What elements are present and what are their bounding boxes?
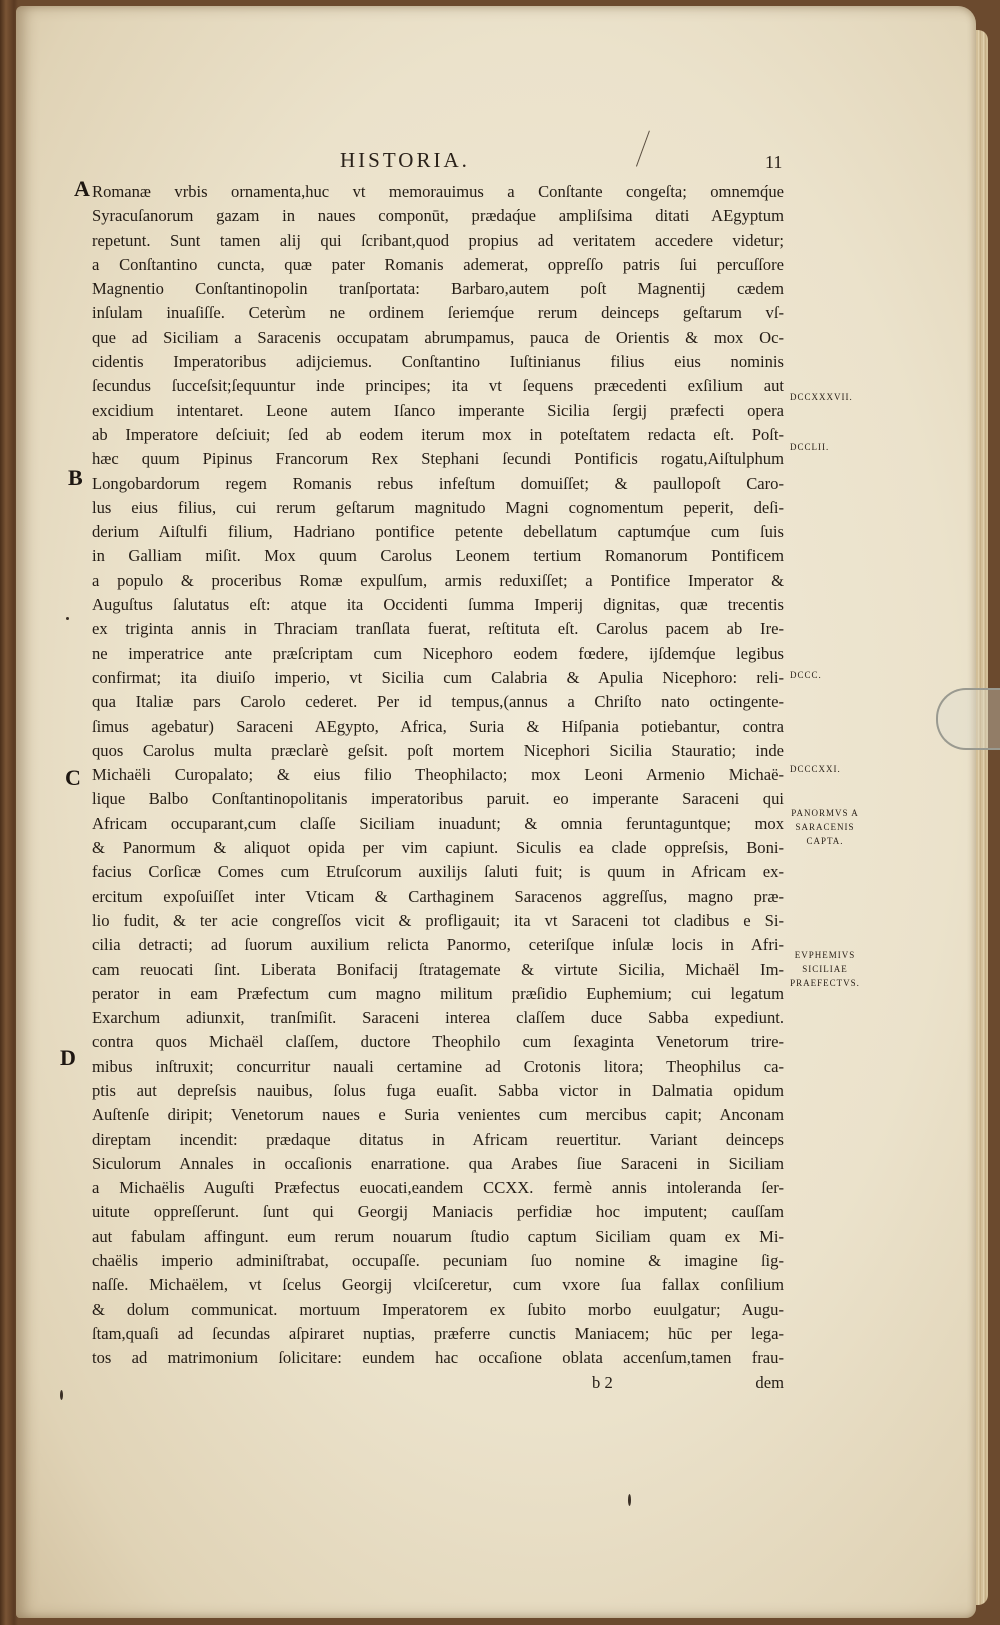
text-line: ſimus agebatur) Saraceni AEgypto, Africa, Suria & Hiſpania potiebantur, contra <box>92 716 784 736</box>
text-line: a Michaëlis Auguſti Præfectus euocati,eandem CCXX. fermè annis intoleranda ſer- <box>92 1178 784 1198</box>
text-line: ſtam,quaſi ad ſecundas aſpiraret nuptias, præferre cunctis Maniacem; hūc per lega- <box>92 1323 784 1343</box>
text-line: ſecundus ſucceſsit;ſequuntur inde principes; ita vt ſequens præcedenti exſilium aut <box>92 376 784 396</box>
text-line: ab Imperatore deſciuit; ſed ab eodem iterum mox in poteſtatem redacta eſt. Poſt- <box>92 424 784 444</box>
text-line: in Galliam miſit. Mox quum Carolus Leonem tertium Romanorum Pontificem <box>92 546 784 566</box>
text-line: Africam occuparant,cum claſſe Siciliam inuadunt; & omnia feruntaguntque; mox <box>92 813 784 833</box>
text-line: hæc quum Pipinus Francorum Rex Stephani ſecundi Pontificis rogatu,Aiſtulphum <box>92 449 784 469</box>
text-line: Longobardorum regem Romanis rebus infeſtum domuiſſet; & paullopoſt Caro- <box>92 473 784 493</box>
text-line: facius Corſicæ Comes cum Etruſcorum auxilijs ſaluti fuit; is quum in Africam ex- <box>92 862 784 882</box>
text-line: repetunt. Sunt tamen alij qui ſcribant,quod propius ad veritatem accedere videtur; <box>92 230 784 250</box>
text-line: derium Aiſtulfi filium, Hadriano pontifice petente debellatum captumq́ue cum ſuis <box>92 522 784 542</box>
margin-note-panormus: PANORMVS A SARACENIS CAPTA. <box>791 808 859 846</box>
section-mark-d: D <box>60 1045 76 1070</box>
text-line: chaëlis imperio adminiſtrabat, occupaſſe. pecuniam ſuo nomine & imagine ſig- <box>92 1251 784 1271</box>
text-line: confirmat; ita diuiſo imperio, vt Sicilia cum Calabria & Apulia Nicephoro: reli- <box>92 667 784 687</box>
text-line: Siculorum Annales in occaſionis enarratione. qua Arabes ſiue Saraceni in Siciliam <box>92 1153 784 1173</box>
text-line: & Panormum & aliquot opida per vim capiunt. Siculis ea clade oppreſsis, Boni- <box>92 838 784 858</box>
section-mark-a: A <box>74 176 90 201</box>
margin-note-euphemius: EVPHEMIVS SICILIAE PRAEFECTVS. <box>790 950 860 988</box>
text-line: Syracuſanorum gazam in naues componūt, prædaq́ue ampliſsima ditati AEgyptum <box>92 206 784 226</box>
text-line: & dolum communicat. mortuum Imperatorem ex ſubito morbo euulgatur; Augu- <box>92 1299 784 1319</box>
folio-number: 11 <box>765 152 783 172</box>
margin-note-date: DCCXXXVII. <box>790 392 853 402</box>
text-line: mibus inſtruxit; concurritur nauali certamine ad Crotonis litora; Theophilus ca- <box>92 1056 784 1076</box>
text-line: contra quos Michaël claſſem, ductore Theophilo cum ſexaginta Venetorum trire- <box>92 1032 784 1052</box>
margin-note-date: DCCLII. <box>790 442 830 452</box>
text-line: naſſe. Michaëlem, vt ſcelus Georgij vlciſceretur, cum vxore ſua fallax conſilium <box>92 1275 784 1295</box>
margin-note-date: DCCC. <box>790 670 822 680</box>
text-line: Auguſtus ſalutatus eſt: atque ita Occidenti ſumma Imperij dignitas, quæ trecentis <box>92 595 784 615</box>
page-title: HISTORIA. <box>340 148 470 172</box>
text-line: Auſtenſe diripit; Venetorum naues e Suria venientes cum mercibus capit; Anconam <box>92 1105 784 1125</box>
text-line: direptam incendit: prædaque ditatus in Africam reuertitur. Variant deinceps <box>92 1129 784 1149</box>
text-line: excidium intentaret. Leone autem Iſanco imperante Sicilia ſergij præfecti opera <box>92 400 784 420</box>
text-line: qua Italiæ pars Carolo cederet. Per id tempus,(annus a Chriſto nato octingente- <box>92 692 784 712</box>
text-line: Michaëli Curopalato; & eius filio Theophilacto; mox Leoni Armenio Michaë- <box>92 765 784 785</box>
section-mark-b: B <box>68 465 83 490</box>
footer-line <box>92 1371 784 1395</box>
running-header <box>0 148 1000 178</box>
text-line: tos ad matrimonium ſolicitare: eundem hac occaſione oblata accenſum,tamen frau- <box>92 1348 784 1368</box>
text-line: a populo & proceribus Romæ expulſum, armis reduxiſſet; a Pontifice Imperator & <box>92 570 784 590</box>
text-line: a Conſtantino cuncta, quæ pater Romanis ademerat, oppreſſo patris ſui percuſſore <box>92 254 784 274</box>
text-line: aut fabulam affingunt. eum rerum nouarum ſtudio captum Siciliam quam ex Mi- <box>92 1226 784 1246</box>
text-line: cidentis Imperatoribus adijciemus. Conſtantino Iuſtinianus filius eius nominis <box>92 352 784 372</box>
ink-speck <box>60 1390 63 1400</box>
ink-speck <box>66 617 69 620</box>
text-line: Exarchum adiunxit, tranſmiſit. Saraceni interea claſſem duce Sabba expediunt. <box>92 1008 784 1028</box>
ink-speck <box>628 1494 631 1506</box>
text-line: lio fudit, & ter acie congreſſos vicit & profligauit; ita vt Saraceni tot cladibus e Si- <box>92 910 784 930</box>
text-line: Magnentio Conſtantinopolin tranſportata: Barbaro,autem poſt Magnentij cædem <box>92 279 784 299</box>
text-line: Romanæ vrbis ornamenta,huc vt memorauimus a Conſtante congeſta; omnemq́ue <box>92 182 784 201</box>
catchword: dem <box>755 1372 784 1392</box>
text-line: uitute oppreſſerunt. ſunt qui Georgij Maniacis perfidiæ hoc imputent; cauſſam <box>92 1202 784 1222</box>
body-text <box>92 180 784 1395</box>
section-mark-c: C <box>65 765 81 790</box>
text-line: que ad Siciliam a Saracenis occupatam abrumpamus, pauca de Orientis & mox Oc- <box>92 327 784 347</box>
text-line: cilia detracti; ad ſuorum auxilium relicta Panormo, ceteriſque inſulæ locis in Afri- <box>92 935 784 955</box>
margin-note-date: DCCCXXI. <box>790 764 841 774</box>
text-line: cam reuocati ſint. Liberata Bonifacij ſtratagemate & virtute Sicilia, Michaël Im- <box>92 959 784 979</box>
text-line: quos Carolus multa præclarè geſsit. poſt mortem Nicephori Sicilia Stauratio; inde <box>92 740 784 760</box>
signature-mark: b 2 <box>592 1372 613 1392</box>
text-line: perator in eam Præfectum cum magno militum præſidio Euphemium; cui legatum <box>92 983 784 1003</box>
text-line: ptis aut depreſsis nauibus, ſolus fuga euaſit. Sabba victor in Dalmatia opidum <box>92 1080 784 1100</box>
text-line: ercitum expoſuiſſet inter Vticam & Carthaginem Saracenos aggreſſus, magno præ- <box>92 886 784 906</box>
text-line: lus eius filius, cui rerum geſtarum magnitudo Magni cognomentum peperit, deſi- <box>92 497 784 517</box>
text-line: ex triginta annis in Thraciam tranſlata fuerat, reſtituta eſt. Carolus pacem ab Ire- <box>92 619 784 639</box>
text-line: inſulam inuaſiſſe. Ceterùm ne ordinem ſeriemq́ue rerum deinceps geſtarum vſ- <box>92 303 784 323</box>
clear-tab-marker <box>936 688 1000 750</box>
text-line: lique Balbo Conſtantinopolitanis imperatoribus paruit. eo imperante Saraceni qui <box>92 789 784 809</box>
text-line: ne imperatrice ante præſcriptam cum Nicephoro eodem fœdere, ijſdemq́ue legibus <box>92 643 784 663</box>
